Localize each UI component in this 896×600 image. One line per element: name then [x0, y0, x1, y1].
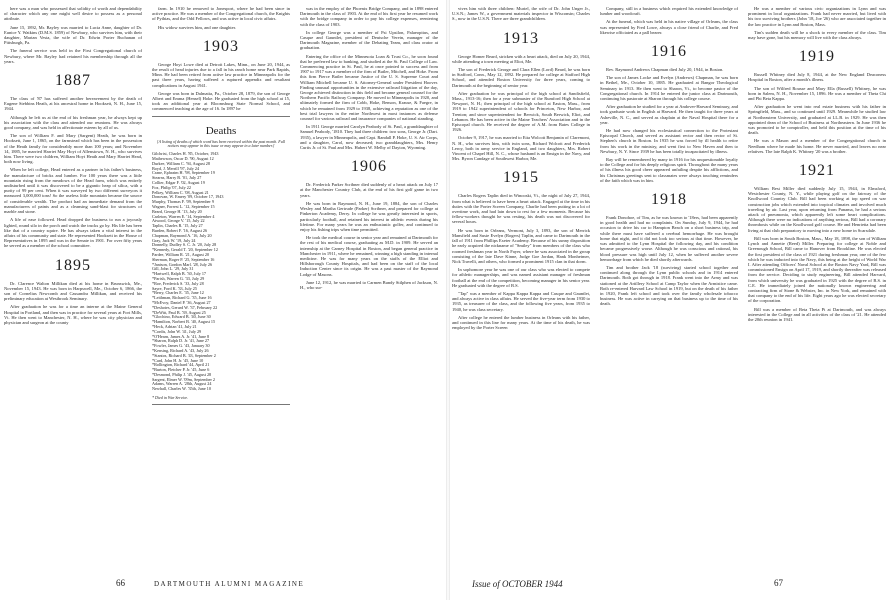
death-entry: Beard, George H. '13, July 20 [152, 208, 202, 214]
paragraph: A life of ease followed. Head dropped the business to run a joyously lighted, round silo in the porch and watch the trucks go by. His life has been like that of a country squire. He has always taken a vital interest in the affairs of his community and state. He represented Hooksett in the House of Representatives in 1895 and was in the Senate in 1901. For over fifty years he served as a member of the school committee. [4, 217, 142, 249]
death-entry: Sargent, Elmer W. '09m, September 2 [152, 376, 216, 382]
paragraph: here was a man who possessed that solidity of worth and dependability of character which any one might well desire to possess as a personal attribute. [4, 6, 142, 22]
paragraph: The son of William F. and Mary (Sargent) Heath, he was born in Hooksett, June 1, 1865, on the farmstead which has been in the possession of the Heath family for considerably more than 100 years; and November 14, 1885, he married Harriet May Hoyt of Allenstown, N. H., who survives him. There were two children, William Hoyt Heath and Mary Harriet Head, both now living. [4, 133, 142, 165]
paragraph: He was born in Orleans, Vermont, July 3, 1893, the son of Merrick Mansfield and Susie Evelyn (Rogers) Taplin, and came to Dartmouth in the fall of 1911 from Phillips Exeter Academy. Because of his sunny disposition he early acquired the nickname of "Smiley" from members of the class who roomed freshman year in North Fayer, where he was associated in the group consisting of the late Dave Kinne, Judge Goe Jordan, Hank Monheimer, Nick Travelli, and others, who formed a prominent 1915 clan in that dorm. [452, 227, 590, 264]
left-column-2 [152, 6, 290, 572]
death-entry: *Heck, Adrian '41, July 21 [152, 323, 197, 329]
right-column-1 [452, 6, 590, 572]
divider [152, 116, 290, 117]
right-column-2 [600, 6, 738, 572]
death-entry: *Sharon, Ralph D. Jr. '41, June 27 [152, 338, 210, 344]
paragraph: After graduation he studied for a year at Andover-Harvard Seminary, and took graduate work in English at Harvard. He then taught for three years at Asheville, N. C., and served as chaplain at the Naval Hospital there for a year. [600, 104, 738, 125]
paragraph: Dr. Clarence Walton Millikan died at his home in Brunswick, Me., November 15, 1943. He was born in Harpswell, Me., October 6, 1866, the son of Cornelius Newcomb and Cassandra Millikan, and received his preliminary education at Westbrook Seminary. [4, 280, 142, 302]
death-entry: Pelkey, William C. '08, August 21 [152, 189, 209, 195]
death-entry: Donovan, W. Emery '09, October 17, 1943 [152, 194, 224, 200]
deaths-note: [A listing of deaths of which word has been received within the past month. Full notices may appear in this issue or may appear in a later number.] [157, 138, 285, 149]
paragraph: William Best Miller died suddenly July 15, 1944, in Elmsford, Westchester County, N. Y., while playing golf on the fairway of the Knollwood Country Club. Bill had been working at top speed on war construction jobs which extended into tropical climates and involved much traveling by air. Last year, upon returning from Panama, he had a serious attack of pneumonia, which apparently left some heart complications. Although there were no indications of anything serious, Bill had a coronary thrombosis while on the Knollwood golf course. He and Henrietta had been living at that club preparatory to moving into a new home in Scarsdale. [748, 186, 886, 233]
death-entry: Taplin, Charles R. '15, July 27 [152, 223, 203, 229]
class-year-heading: 1916 [651, 43, 687, 61]
war-service-footnote: * Died in War Service. [152, 395, 189, 401]
death-entry: Burden, Robert F. '16, August 26 [152, 227, 208, 233]
magazine-title: DARTMOUTH ALUMNI MAGAZINE [154, 580, 305, 588]
paragraph: The funeral service was held in the First Congregational church of Newbury, where Mr. Bayley had retained his membership through all the years. [4, 48, 142, 64]
death-entry: *Janison, Gordon Marl. '28, July 26 [152, 261, 213, 267]
class-year-heading: 1921 [799, 162, 835, 180]
death-entry: *Hamilton, Norbert B. '40, August 15 [152, 319, 216, 325]
death-entry: *O'Hearn, James A. Jr. '41, June 8 [152, 333, 210, 339]
paragraph: Rev. Raymond Andrews Chapman died July 20, 1944, in Boston. [606, 67, 724, 73]
paragraph: Frank Donohoe, of Tim, as he was known to '18ers, had been apparently in good health and had no complaints. On Sunday, July 9, 1944, he had occasion to drive his car to Hampton Beach on a short business trip, and while there must have suffered a cerebral hemorrhage. He was brought home that night, and it did not look too serious at that time. However, he was admitted to the Lynn Hospital the following day, and his condition became progressively worse. Although he was conscious and rational, his blood pressure was high until July 12, when he suffered another severe hemorrhage from which he died shortly afterwards. [600, 215, 738, 262]
class-year-heading: 1918 [651, 191, 687, 209]
death-entry: Wagner, Forrest L. '12, September 15 [152, 204, 215, 209]
paragraph: George was born in Dalmatia, Pa., October 28, 1879, the son of George Albert and Emma (Hensel) Hoke. He graduated from the high school at 15, took an additional year at Bloomsburg State Normal School, and commenced teaching at the age of 16. In 1897 he [152, 90, 290, 112]
death-entry: *Burton, Fletcher P. Jr. '45, June 6 [152, 367, 210, 373]
death-entry: Stearns, Harry B. '01, July 27 [152, 175, 202, 181]
paragraph: The class of '87 has suffered another bereavement by the death of Eugene Stebbins Heath, at his ancestral home in Hooksett, N. H., June 15, 1944. [4, 96, 142, 112]
death-entry: *Stantos, Richard B. '43, September 2 [152, 352, 216, 358]
deaths-heading: Deaths [205, 124, 237, 137]
paragraph: October 9, 1917, he was married to Etta Wolcott Benjamin of Claremont, N. H., who survives him, with twin sons, Richard Wolcott and Frederick Leroy, both in army service in England, and two daughters, Mrs. Robert Vincent of Chapel Hill, N. C., whose husband is an Ensign in the Navy, and Mrs. Byron Candage of Southwest Harbor, Me. [452, 135, 590, 162]
death-entry: Donnelly, Dudley S. C. Jr. '20, July 28 [152, 242, 217, 248]
death-entry: Crane, Ephraim H. '98, September 19 [152, 170, 215, 176]
paragraph: At the funeral, which was held in his native village of Orleans, the class was represented by Fred Lowe, always a close friend of Charlie, and Fred likewise officiated as a pall bearer. [600, 19, 738, 35]
death-entry: *Leithman, Richard G. '35, June 16 [152, 295, 212, 301]
paragraph: After graduation he was for a time an interne at the Maine General Hospital in Portland, and then was in practice for several years at Fort Mills, Vt. He then went to Manchester, N. H., where he was city physician and physician and surgeon at the county [4, 304, 142, 325]
paragraph: Bill was born in South Boston, Mass., May 18, 1898, the son of William Lynch and Annette (Reed) Miller. Preparing for college at Noble and Greenough School, Bill came to Hanover from Brookline. He was elected the first president of the class of 1921 during freshman year, one of the few which he was inducted into the Navy, this being at the height of World War I. After attending Officers' Naval School at the Boston Navy Yard, Bill was commissioned Ensign on April 17, 1919, and shortly thereafter was released from the service. Deciding to study engineering, Bill attended Harvard, from which university he was graduated in 1925 with the degree of B.S. in C.E. He immediately joined the nationally known engineering and contracting firm of Stone & Webster, Inc. in New York, and remained with that company to the end of his life. Eight years ago he was elected secretary of the corporation. [748, 235, 886, 304]
death-entry: *Card, John H. Jr. '45, June 10 [152, 357, 204, 363]
paragraph: His widow survives him, and one daughter. [158, 24, 236, 30]
paragraph: He was a Mason and a member of the Congregational church in Needham where he made his home. He never married, and leaves no near relatives. The late Ralph K. Whitney '20 was a brother. [748, 138, 886, 154]
death-entry: Mathewson, Oscar D. '90, August 12 [152, 156, 214, 162]
class-year-heading: 1887 [55, 72, 91, 90]
death-entry: *Fowler, James G. '43, January 30 [152, 343, 210, 349]
death-entry: *Kennedy, Gerald T. '20, September 12 [152, 247, 218, 253]
paragraph: In college George was a member of Psi Upsilon, Palaeopitus, and Casque and Gauntlet, president of Deutsche Verein, manager of the Dartmouth Magazine, member of the Debating Team, and class orator at graduation. [300, 29, 438, 51]
paragraph: Tim and brother Jack '18 (surviving) started school together and continued along through the Lynn public schools and in 1914 entered Dartmouth. Both got through in 1918. Frank went into the Army and was stationed at the Artillery School at Camp Taylor when the Armistice came. Both re-entered Harvard Law School in 1919, but on the death of his father in 1920, Frank left school and took over the family wholesale tobacco business. He was active in carrying on that business up to the time of his death. [600, 264, 738, 307]
paragraph: Entering the office of the Minnesota Loan & Trust Co., he soon found that he preferred law to banking, and studied at the St. Paul College of Law. Commencing practice in St. Paul, he at once pointed to success and from 1907 to 1917 was a member of the firm of Butler, Mitchell, and Hoke. From this firm Pierce Butler became Justice of the U. S. Supreme Court and William Mitchell became U. S. Attorney-General under President Hoover. Finding unusual opportunities in the extensive railroad litigation of the day, George achieved distinction in this field and became general counsel for the Northern Pacific Railway Company. He moved to Minneapolis in 1920, and ultimately formed the firm of Cobb, Hoke, Benson, Krause, & Faegre, in which he remained from 1929 to 1938, achieving a reputation as one of the best trial lawyers in the entire Northwest in most instances as defense counsel for various railroad and insurance companies of national standing. [300, 53, 438, 122]
paragraph: When he left college, Head entered as a partner in his father's business, the manufacture of bricks and lumber. For 100 years there was a little mountain rising from the meadows of the Head farm, which was entirely undisturbed until it was discovered to be a gigantic heap of silica, with a purity of 99 per cent. When it was surveyed by two different surveyors it measured 3,000,000 tons! So the useless little mountain became the source of considerable wealth. The product had an immediate demand from the manufacturers of paints and as a cleansing sand-blast for structures of marble and stone. [4, 167, 142, 215]
class-year-heading: 1906 [351, 158, 387, 176]
right-column-3 [748, 6, 886, 572]
paragraph: He was born in Raymond, N. H., June 19, 1884, the son of Charles Wesley and Martha Gertrude (Parker) Scribner, and prepared for college at Pinkerton Academy, Derry. In college he was greatly interested in sports, particularly football, and retained his interest in athletic events during his lifetime. For many years he was an enthusiastic golfer, and continued to enjoy his fishing trips when time permitted. [300, 200, 438, 232]
death-entry: Newhall, Charles W. '35th, June 10 [152, 386, 211, 392]
death-entry: *Rollington, Richard '44, April 21 [152, 362, 210, 368]
paragraph: The son of Frederick George and Clara Ellen (Lord) Beard, he was born in Stafford, Conn., May 12, 1892. He prepared for college at Stafford High School, and attended Boston University for three years, coming to Dartmouth at the beginning of senior year. [452, 67, 590, 88]
deaths-list [152, 152, 290, 392]
page-gutter [446, 0, 450, 600]
paragraph: He had now changed his ecclesiastical connection to the Protestant Episcopal Church, and served as assistant rector and then rector of St. Stephen's church in Boston. In 1935 he was forced by ill health to retire from his work in the ministry, and went first to New Haven and then to Newbury, N. Y. Since 1939 he has been totally incapacitated by illness. [600, 128, 738, 154]
death-entry: *DeWitt, Paul B. '39, August 25 [152, 309, 206, 315]
death-entry: Murphy, Thomas F. '09, September 9 [152, 199, 214, 205]
paragraph: "Tap" was a member of Kappa Kappa Kappa and Casque and Gauntlet, and always active in class affairs. He served the five-year term from 1930 to 1935, as treasurer of the class, and the following five years, from 1935 to 1940, he was class secretary. [452, 290, 590, 312]
paragraph: Dr. Frederick Parker Scribner died suddenly of a heart attack on July 17 at the Manchester Country Club, at the end of his first golf game in two years. [300, 182, 438, 198]
left-column-3 [300, 6, 438, 572]
paragraph: He was a member of various civic organizations in Lynn and was prominent in local organizations. Frank had never married, but lived with his two surviving brothers (John '18, Joe '26) who are associated together in the law practice in Lynn and Boston, Mass. [748, 6, 886, 27]
death-entry: Chapman, Raymond A. '16, July 20 [152, 232, 212, 238]
paragraph: Tim's sudden death will be a shock to every member of the class. Tim may have gone, but his memory will live with the class always. [748, 29, 886, 41]
left-page-footer [4, 574, 444, 594]
paragraph: Company, still in a business which required his extended knowledge of lumber and woodcraft. [600, 6, 738, 17]
death-entry: Gilchrist, Charles H. '85, October, 1943 [152, 151, 219, 157]
paragraph: The son of James Locke and Evelyn (Andrews) Chapman, he was born in Bethel, Me., October 10, 1885. He graduated at Bangor Theological Seminary in 1913. He then went to Sharon, Vt., to become pastor of the Congregational church. In 1914 he entered the junior class at Dartmouth, continuing his pastorate at Sharon through his college course. [600, 75, 738, 102]
class-year-heading: 1919 [799, 48, 835, 66]
death-entry: Boyd, J. Merrill '97, July 24 [152, 165, 200, 171]
class-year-heading: 1895 [55, 256, 91, 274]
paragraph: After college he entered the lumber business in Orleans with his father, and continued in this line for many years. At the time of his death, he was employed by the Porter Screen [452, 314, 590, 331]
paragraph: Bill was a member of Beta Theta Pi at Dartmouth, and was always interested in the College and in all activities of the class of '21. He attended the 20th reunion in 1941. [748, 306, 886, 322]
paragraph: June 12, 1912, he was married to Carmen Bundy Stilphen of Jackson, N. H., who sur- [300, 279, 438, 290]
death-entry: *Kensing, Richard A. '43, July 26 [152, 347, 209, 353]
death-entry: *Parish, Warren G. '33, July 29 [152, 275, 205, 281]
paragraph: George Hoyt Lowe died at Detroit Lakes, Minn., on June 20, 1944, as the result of head injuries due to a fall in his ranch home near Park Rapids, Minn. He had been retired from active law practice in Minneapolis for the past three years, having suffered a ruptured appendix and resultant complications in August 1941. [152, 61, 290, 88]
page-number: 66 [116, 578, 125, 588]
death-entry: *Cordis, John W. '41, July 29 [152, 328, 202, 334]
paragraph: After graduation he went into real estate business with his father in Springfield, Mass., and so continued until 1929. Meanwhile he studied law at Northeastern University, and graduated at LL.B. in 1929. He was then appointed dean of the School of Business at Northeastern. In June 1936 he was promoted to be comptroller, and held this position at the time of his death. [748, 104, 886, 136]
death-entry: Carleton, Warren E. '14, September 4 [152, 213, 215, 219]
death-entry: Collier, Edgar F. '02, August 19 [152, 180, 205, 186]
paragraph: Ray will be remembered by many in 1916 for his unquestionable loyalty to the College and for his deeply religious spirit. Throughout the many years of his illness his good cheer appeared unfailing despite his afflictions, and his Christmas greetings sent to classmates were always touching reminders of the faith which was in him. [600, 157, 738, 183]
left-column-1 [4, 6, 142, 572]
class-year-heading: 1913 [503, 29, 539, 47]
death-entry: Durkee, William C. '94, August 28 [152, 160, 210, 166]
death-entry: Sherman, Roger P. '25, September 16 [152, 256, 215, 262]
death-entry: *Desmond, Philip J. '45, August 28 [152, 371, 212, 377]
paragraph: was in the employ of the Phoenix Bridge Company, and in 1898 entered Dartmouth in the class of 1903. At the end of his first year he resumed work with the bridge company in order to pay his college expenses, reentering with the class of 1903. [300, 6, 438, 27]
death-entry: *Roe, Frederick S. '33, July 28 [152, 280, 204, 286]
right-page-footer [452, 574, 892, 594]
death-entry: *Berry, Charles E. '35, June 12 [152, 290, 204, 296]
death-entry: Fox, Philip '07, July 22 [152, 184, 191, 190]
death-entry: *Hartwell, Ralph B. '30, July 17 [152, 271, 207, 277]
paragraph: He took the medical course in senior year and remained at Dartmouth for the rest of his medical course, graduating as M.D. in 1909. He served an internship at the Carney Hospital in Boston, and began general practice in Manchester in 1911, where he remained, winning a high standing in internal medicine. He was for many years on the staffs of the Elliot and Hillsborough County Hospitals, and had been on the staff of the local Induction Center since its origin. He was a past master of the Raymond Lodge of Masons. [300, 235, 438, 277]
death-entry: *Glochino, Edward B. '40, June 30 [152, 314, 211, 320]
paragraph: farm. In 1910 he removed to Jonesport, where he had been since in active practice. He was a member of the Congregational church, the Knights of Pythias, and the Odd Fellows, and was active in local civic affairs. [152, 6, 290, 22]
death-entry: Pardee, William R. '21, August 20 [152, 251, 210, 257]
death-entry: Sayre, Ford K. '33, July 25 [152, 285, 197, 291]
page-number: 67 [774, 578, 783, 588]
paragraph: Charles Rogers Taplin died in Winooski, Vt., the night of July 27, 1944, from what is believed to have been a heart attack. Engaged at the time in his duties with the Porter Screen Company, Charlie had been putting in a lot of overtime work, and had lain down to rest for a few moments. Because his fellow-workers thought he was resting, his death was not discovered for several hours. [452, 193, 590, 225]
paragraph: Russell Whitney died July 8, 1944, at the New England Deaconess Hospital in Boston, after a month's illness. [748, 72, 886, 83]
paragraph: After graduation he was principal of the high school at Sandisfield, Mass., 1913-16; then for a year submaster of the Rumford High School at Newport, N. H.; then principal of the high school at Easton, Mass., from 1919 to 1942 superintendent of schools for Princeton, New Harbor, and Trenton; and since superintendent for Berwick, South Berwick, Eliot, and Lebanon. He has been active in the Maine Teachers' Association and in the Episcopal church. He received the degree of A.M. from Bates College in 1926. [452, 90, 590, 133]
death-entry: Gray, Jack W. '19, July 24 [152, 237, 196, 243]
paragraph: vives him with three children: Muriel, the wife of Dr. John Unger Jr., U.S.N.; James W., a government materials inspector in Wisconsin; Charles S., now in the U.S.N. There are three grandchildren. [452, 6, 590, 22]
paragraph: Although he left us at the end of his freshman year, he always kept up his association with the class and attended our reunions. He was always good company, and was held in affectionate esteem by all of us. [4, 114, 142, 131]
paragraph: In 1911 George married Carolyn Peabody of St. Paul, a granddaughter of Samuel Peabody, '1810. They had three children: two sons, George Jr. (Dart. 1935), a lawyer in Minneapolis, and Capt. Randall P. Hoke, U. S. Air Corps, and a daughter, Carol, now deceased; two granddaughters, Mrs. Henry Curtis Jr. of St. Paul and Mrs. Hubert W. Melby of Dayton, Wyoming. [300, 124, 438, 151]
death-entry: *Deshotes, Gerard W. '37, February 22 [152, 304, 218, 310]
death-entry: Gill, John L. '29, July 31 [152, 266, 194, 272]
death-entry: *McEvoy, Daniel P. '36, August 27 [152, 299, 211, 305]
class-year-heading: 1903 [203, 37, 239, 55]
issue-label: Issue of OCTOBER 1944 [472, 579, 563, 589]
paragraph: The son of Wilfred Rousse and Mary Ella (Russell) Whitney, he was born in Salem, N. H., November 15, 1896. He was a member of Theta Chi and Phi Beta Kappa. [748, 85, 886, 102]
right-page [452, 6, 892, 594]
death-entry: Adams, Warren A. '28th, August 24 [152, 381, 212, 387]
divider [152, 404, 290, 405]
paragraph: In sophomore year he was one of our class who was elected to compete for athletic managerships, and was named assistant manager of freshman football at the end of the competition, becoming manager in his senior year. He graduated with the degree of B.S. [452, 267, 590, 288]
left-page [4, 6, 444, 594]
class-year-heading: 1915 [503, 169, 539, 187]
paragraph: George Homer Beard, stricken with a heart attack, died on July 20, 1944, while attending a town meeting at Eliot, Me. [452, 53, 590, 64]
death-entry: Atwood, George V. '15, July 22 [152, 218, 205, 224]
paragraph: June 15, 1892, Mr. Bayley was married to Lucia Anne, daughter of Dr. Eunice Y. Watkins (D.M.S. 1859) of Newbury, who survives him, with their daughter, Marian Vesta, the wife of Dr. Edwin Porter Buchanan of Pittsburgh, Pa. [4, 24, 142, 46]
